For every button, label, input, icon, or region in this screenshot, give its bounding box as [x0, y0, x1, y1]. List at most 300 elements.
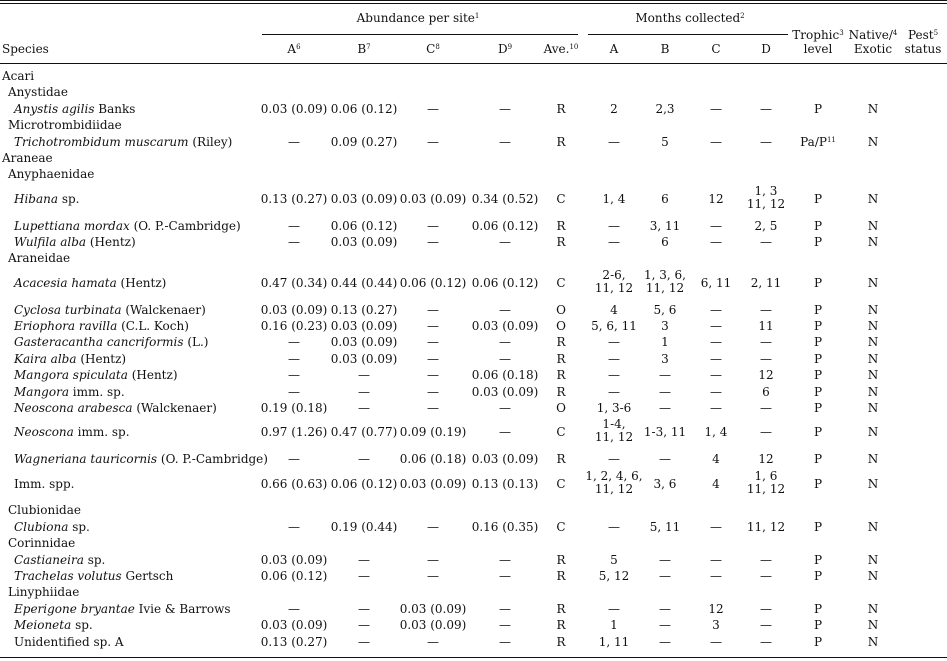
cell-mb: 1-3, 11: [643, 425, 687, 440]
cell-a: —: [288, 218, 300, 233]
cell-ma: —: [608, 519, 620, 534]
species-name: [14, 554, 105, 567]
cell-tro: P: [813, 425, 823, 440]
cell-ave: R: [556, 134, 566, 149]
cell-d: 0.03 (0.09): [471, 384, 539, 399]
cell-b: —: [358, 401, 370, 415]
species-name: [14, 369, 178, 382]
cell-tro: P: [813, 569, 823, 583]
cell-ma: 1, 3-6: [596, 401, 632, 415]
cell-ave: C: [556, 519, 566, 534]
cell-md: —: [760, 101, 772, 116]
col-header-native: Native/$^4$ Exotic: [848, 28, 898, 56]
cell-a: —: [288, 519, 300, 534]
cell-c: —: [427, 552, 439, 567]
cell-ave: R: [556, 618, 566, 633]
species-authority: (O. P.-Cambridge): [157, 452, 268, 467]
cell-b: 0.06 (0.12): [330, 101, 398, 116]
cell-nat: N: [867, 191, 879, 206]
cell-ma: —: [608, 351, 620, 366]
cell-ave: C: [556, 191, 566, 206]
cell-md: —: [760, 618, 772, 633]
cell-nat: N: [867, 235, 879, 249]
table-top-rule: [0, 0, 947, 1]
species-binomial: Castianeira: [14, 552, 84, 567]
cell-md: —: [760, 235, 772, 249]
group-header-abundance: Abundance per site$^1$: [356, 11, 480, 25]
cell-md: 11: [758, 319, 774, 333]
cell-tro: P: [813, 519, 823, 534]
cell-tro: P: [813, 401, 823, 415]
cell-tro: P: [813, 368, 823, 383]
col-header-b: $B^7$: [357, 42, 371, 56]
cell-b: —: [358, 552, 370, 567]
cell-ave: R: [556, 569, 566, 583]
species-binomial: Wagneriana tauricornis: [14, 452, 158, 467]
cell-mc: 12: [708, 191, 724, 206]
cell-b: —: [358, 452, 370, 467]
cell-ave: O: [556, 401, 566, 415]
cell-tro: P: [813, 476, 823, 491]
cell-c: —: [427, 134, 439, 149]
species-name: [14, 336, 208, 349]
cell-d: —: [499, 101, 511, 116]
cell-a: —: [288, 384, 300, 399]
cell-d: —: [499, 351, 511, 366]
cell-mb: 1: [661, 335, 669, 350]
cell-mc: —: [710, 401, 722, 415]
cell-mc: 4: [712, 476, 720, 491]
cell-mb: 2,3: [655, 101, 675, 116]
cell-a: 0.13 (0.27): [260, 634, 328, 649]
cell-b: 0.44 (0.44): [330, 275, 398, 290]
cell-a: 0.19 (0.18): [260, 401, 328, 415]
cell-mc: 12: [708, 601, 724, 616]
cell-tro: P: [813, 384, 823, 399]
cell-b: 0.19 (0.44): [330, 519, 398, 534]
cell-mc: —: [710, 101, 722, 116]
cell-mc: —: [710, 319, 722, 333]
cell-nat: N: [867, 552, 879, 567]
cell-mb: —: [659, 634, 671, 649]
cell-d: —: [499, 601, 511, 616]
cell-ave: R: [556, 601, 566, 616]
cell-nat: N: [867, 601, 879, 616]
cell-d: —: [499, 552, 511, 567]
cell-d: 0.03 (0.09): [471, 452, 539, 467]
cell-tro: P: [813, 601, 823, 616]
cell-mb: —: [659, 618, 671, 633]
species-binomial: Clubiona: [14, 519, 69, 534]
cell-md: 2, 11: [750, 275, 782, 290]
family-name: Linyphiidae: [8, 585, 80, 600]
cell-d: —: [499, 634, 511, 649]
col-header-d: $D^9$: [497, 42, 513, 56]
species-binomial: Acacesia hamata: [14, 275, 117, 290]
abundance-underline: [262, 34, 578, 35]
cell-c: —: [427, 319, 439, 333]
cell-a: —: [288, 235, 300, 249]
cell-mb: —: [659, 401, 671, 415]
species-authority: sp.: [58, 191, 80, 206]
col-header-month-b: B: [660, 42, 670, 56]
cell-tro: P: [813, 351, 823, 366]
cell-nat: N: [867, 319, 879, 333]
cell-b: 0.03 (0.09): [330, 235, 398, 249]
cell-tro: P: [813, 634, 823, 649]
cell-nat: N: [867, 569, 879, 583]
species-name: [14, 570, 173, 583]
species-name: [14, 426, 130, 439]
family-name: Araneidae: [8, 251, 71, 266]
cell-nat: N: [867, 519, 879, 534]
cell-d: —: [499, 134, 511, 149]
species-name: [14, 521, 90, 534]
cell-md: —: [760, 351, 772, 366]
cell-c: 0.03 (0.09): [399, 191, 467, 206]
species-binomial: Trichotrombidum muscarum: [14, 134, 189, 149]
species-authority: Unidentified sp. A: [14, 634, 124, 649]
cell-b: —: [358, 384, 370, 399]
cell-nat: N: [867, 275, 879, 290]
cell-d: 0.34 (0.52): [471, 191, 539, 206]
cell-mb: 3, 11: [649, 218, 681, 233]
cell-c: —: [427, 235, 439, 249]
cell-d: —: [499, 569, 511, 583]
cell-mb: 3: [661, 351, 669, 366]
months-underline: [588, 34, 788, 35]
cell-ma: 5, 12: [598, 569, 630, 583]
cell-b: —: [358, 618, 370, 633]
cell-ave: R: [556, 335, 566, 350]
cell-b: 0.06 (0.12): [330, 218, 398, 233]
cell-mb: —: [659, 552, 671, 567]
cell-ma: 2: [610, 101, 618, 116]
cell-ave: R: [556, 384, 566, 399]
cell-b: 0.13 (0.27): [330, 302, 398, 317]
species-binomial: Mangora: [14, 384, 69, 399]
cell-mb: —: [659, 384, 671, 399]
col-header-c: $C^8$: [426, 42, 440, 56]
cell-nat: N: [867, 302, 879, 317]
table-bottom-rule: [0, 657, 947, 658]
species-binomial: Hibana: [14, 191, 59, 206]
cell-c: 0.03 (0.09): [399, 476, 467, 491]
cell-a: 0.06 (0.12): [260, 569, 328, 583]
header-bottom-rule: [0, 63, 947, 64]
cell-d: 0.16 (0.35): [471, 519, 539, 534]
cell-d: —: [499, 335, 511, 350]
col-header-species: Species: [2, 42, 49, 56]
col-header-ave: Ave.$^{10}$: [543, 42, 579, 56]
cell-md: —: [760, 601, 772, 616]
cell-a: 0.03 (0.09): [260, 302, 328, 317]
col-header-a: $A^6$: [287, 42, 301, 56]
cell-a: —: [288, 368, 300, 383]
cell-tro: P: [813, 302, 823, 317]
species-name: [14, 320, 189, 333]
cell-ma: —: [608, 218, 620, 233]
cell-b: 0.03 (0.09): [330, 351, 398, 366]
table-top-rule-2: [0, 3, 947, 4]
cell-a: —: [288, 601, 300, 616]
species-name: [14, 603, 231, 616]
cell-b: 0.03 (0.09): [330, 191, 398, 206]
cell-mc: —: [710, 634, 722, 649]
col-header-month-a: A: [609, 42, 619, 56]
cell-md: —: [760, 401, 772, 415]
cell-mc: —: [710, 569, 722, 583]
species-name: [14, 636, 124, 649]
cell-b: —: [358, 634, 370, 649]
group-header-months: Months collected$^2$: [635, 11, 745, 25]
species-authority: (Riley): [188, 134, 233, 149]
col-header-month-d: D: [761, 42, 771, 56]
cell-a: —: [288, 335, 300, 350]
species-name: [14, 193, 80, 206]
cell-d: 0.06 (0.12): [471, 218, 539, 233]
family-name: Clubionidae: [8, 503, 81, 518]
species-authority: Banks: [94, 101, 136, 116]
cell-b: 0.09 (0.27): [330, 134, 398, 149]
cell-d: —: [499, 302, 511, 317]
cell-md: 2, 5: [754, 218, 778, 233]
cell-ave: C: [556, 425, 566, 440]
cell-tro: $Pa/P^{11}$: [800, 134, 836, 149]
cell-ave: R: [556, 552, 566, 567]
cell-ma: —: [608, 235, 620, 249]
cell-c: —: [427, 401, 439, 415]
family-name: Anyphaenidae: [8, 167, 95, 182]
cell-a: —: [288, 351, 300, 366]
species-binomial: Gasteracantha cancriformis: [14, 335, 184, 350]
cell-md: 11, 12: [746, 519, 786, 534]
cell-c: —: [427, 634, 439, 649]
cell-tro: P: [813, 101, 823, 116]
cell-d: —: [499, 401, 511, 415]
family-name: Microtrombidiidae: [8, 118, 122, 133]
cell-ma: 5: [610, 552, 618, 567]
col-header-month-c: C: [711, 42, 721, 56]
cell-mc: —: [710, 368, 722, 383]
cell-nat: N: [867, 384, 879, 399]
order-name: Araneae: [2, 151, 53, 165]
species-authority: sp.: [68, 519, 90, 534]
cell-mb: 3, 6: [653, 476, 677, 491]
species-authority: imm. sp.: [73, 425, 130, 440]
cell-mc: —: [710, 351, 722, 366]
species-authority: sp.: [83, 552, 106, 567]
cell-ave: R: [556, 218, 566, 233]
cell-md: —: [760, 335, 772, 350]
cell-mc: —: [710, 235, 722, 249]
cell-mb: —: [659, 569, 671, 583]
cell-c: —: [427, 302, 439, 317]
cell-tro: P: [813, 218, 823, 233]
species-authority: Ivie & Barrows: [134, 601, 231, 616]
cell-tro: P: [813, 235, 823, 249]
cell-tro: P: [813, 618, 823, 633]
cell-a: —: [288, 134, 300, 149]
cell-ma: 1, 11: [598, 634, 630, 649]
cell-c: 0.09 (0.19): [399, 425, 467, 440]
species-authority: (Walckenaer): [132, 401, 217, 415]
cell-tro: P: [813, 335, 823, 350]
species-name: [14, 402, 217, 415]
cell-d: —: [499, 425, 511, 440]
species-name: [14, 220, 241, 233]
cell-b: 0.47 (0.77): [330, 425, 398, 440]
cell-c: —: [427, 101, 439, 116]
species-name: [14, 304, 206, 317]
cell-a: 0.03 (0.09): [260, 552, 328, 567]
cell-ave: R: [556, 351, 566, 366]
cell-ma: —: [608, 601, 620, 616]
species-authority: (Hentz): [76, 351, 127, 366]
cell-tro: P: [813, 319, 823, 333]
species-binomial: Meioneta: [14, 618, 72, 633]
cell-tro: P: [813, 275, 823, 290]
cell-ma: 5, 6, 11: [591, 319, 637, 333]
cell-ma: 2-6, 11, 12: [594, 267, 634, 295]
species-binomial: Lupettiana mordax: [14, 218, 130, 233]
family-name: Anystidae: [8, 85, 68, 100]
cell-ave: R: [556, 634, 566, 649]
col-header-pest: Pest$^5$ status: [904, 28, 942, 56]
cell-nat: N: [867, 101, 879, 116]
cell-a: 0.47 (0.34): [260, 275, 328, 290]
cell-md: 1, 6 11, 12: [746, 468, 786, 496]
cell-md: —: [760, 425, 772, 440]
cell-mc: 4: [712, 452, 720, 467]
cell-c: —: [427, 218, 439, 233]
cell-nat: N: [867, 476, 879, 491]
cell-b: —: [358, 601, 370, 616]
cell-nat: N: [867, 634, 879, 649]
cell-md: 1, 3 11, 12: [746, 183, 786, 211]
cell-md: —: [760, 569, 772, 583]
species-binomial: Anystis agilis: [14, 101, 95, 116]
cell-c: —: [427, 335, 439, 350]
cell-a: 0.13 (0.27): [260, 191, 328, 206]
species-authority: (Walckenaer): [121, 302, 206, 317]
cell-nat: N: [867, 134, 879, 149]
cell-mb: 5, 11: [649, 519, 681, 534]
cell-d: 0.06 (0.18): [471, 368, 539, 383]
species-authority: (O. P.-Cambridge): [129, 218, 241, 233]
species-binomial: Cyclosa turbinata: [14, 302, 122, 317]
cell-mb: 5: [661, 134, 669, 149]
cell-ave: C: [556, 275, 566, 290]
species-authority: Gertsch: [121, 569, 174, 583]
cell-d: 0.03 (0.09): [471, 319, 539, 333]
species-name: [14, 619, 93, 632]
species-name: [14, 103, 135, 116]
species-authority: (C.L. Koch): [117, 319, 189, 333]
species-name: [14, 353, 126, 366]
cell-b: 0.03 (0.09): [330, 319, 398, 333]
col-header-trophic: Trophic$^3$ level: [792, 28, 844, 56]
cell-mc: —: [710, 302, 722, 317]
species-binomial: Eriophora ravilla: [14, 319, 118, 333]
cell-b: —: [358, 569, 370, 583]
species-authority: Imm. spp.: [14, 476, 75, 491]
cell-ave: O: [556, 319, 566, 333]
cell-c: 0.03 (0.09): [399, 618, 467, 633]
cell-a: 0.66 (0.63): [260, 476, 328, 491]
cell-d: —: [499, 618, 511, 633]
cell-c: —: [427, 351, 439, 366]
cell-mc: 6, 11: [700, 275, 732, 290]
cell-c: 0.06 (0.12): [399, 275, 467, 290]
cell-mc: —: [710, 552, 722, 567]
cell-nat: N: [867, 335, 879, 350]
cell-ave: C: [556, 476, 566, 491]
family-name: Corinnidae: [8, 536, 76, 551]
cell-nat: N: [867, 425, 879, 440]
cell-ma: 1, 2, 4, 6, 11, 12: [585, 468, 643, 496]
cell-mb: 1, 3, 6, 11, 12: [644, 267, 686, 295]
species-name: [14, 478, 74, 491]
cell-ave: O: [556, 302, 566, 317]
cell-ma: 4: [610, 302, 618, 317]
cell-d: 0.06 (0.12): [471, 275, 539, 290]
cell-b: —: [358, 368, 370, 383]
species-binomial: Neoscona arabesca: [14, 401, 133, 415]
cell-mc: 3: [712, 618, 720, 633]
cell-mc: —: [710, 134, 722, 149]
cell-ave: R: [556, 368, 566, 383]
species-authority: (L.): [183, 335, 209, 350]
cell-a: 0.03 (0.09): [260, 101, 328, 116]
cell-nat: N: [867, 401, 879, 415]
species-name: [14, 386, 125, 399]
cell-a: 0.97 (1.26): [260, 425, 328, 440]
cell-ma: —: [608, 368, 620, 383]
cell-mc: —: [710, 519, 722, 534]
cell-mb: 6: [661, 235, 669, 249]
cell-nat: N: [867, 618, 879, 633]
cell-ma: —: [608, 384, 620, 399]
cell-nat: N: [867, 452, 879, 467]
cell-c: 0.06 (0.18): [399, 452, 467, 467]
cell-nat: N: [867, 351, 879, 366]
cell-md: 12: [758, 368, 774, 383]
cell-mb: 3: [661, 319, 669, 333]
cell-ma: 1: [610, 618, 618, 633]
cell-b: 0.06 (0.12): [330, 476, 398, 491]
cell-md: 12: [758, 452, 774, 467]
cell-a: —: [288, 452, 300, 467]
cell-mb: —: [659, 452, 671, 467]
cell-md: 6: [762, 384, 770, 399]
cell-a: 0.03 (0.09): [260, 618, 328, 633]
cell-c: —: [427, 519, 439, 534]
cell-mc: 1, 4: [704, 425, 728, 440]
cell-ma: —: [608, 134, 620, 149]
cell-md: —: [760, 134, 772, 149]
species-binomial: Trachelas volutus: [14, 569, 122, 583]
cell-d: 0.13 (0.13): [471, 476, 539, 491]
species-name: [14, 236, 136, 249]
order-name: Acari: [2, 69, 35, 83]
species-authority: imm. sp.: [68, 384, 125, 399]
cell-ma: —: [608, 452, 620, 467]
cell-nat: N: [867, 218, 879, 233]
species-authority: (Hentz): [116, 275, 167, 290]
cell-mc: —: [710, 218, 722, 233]
species-binomial: Neoscona: [14, 425, 74, 440]
